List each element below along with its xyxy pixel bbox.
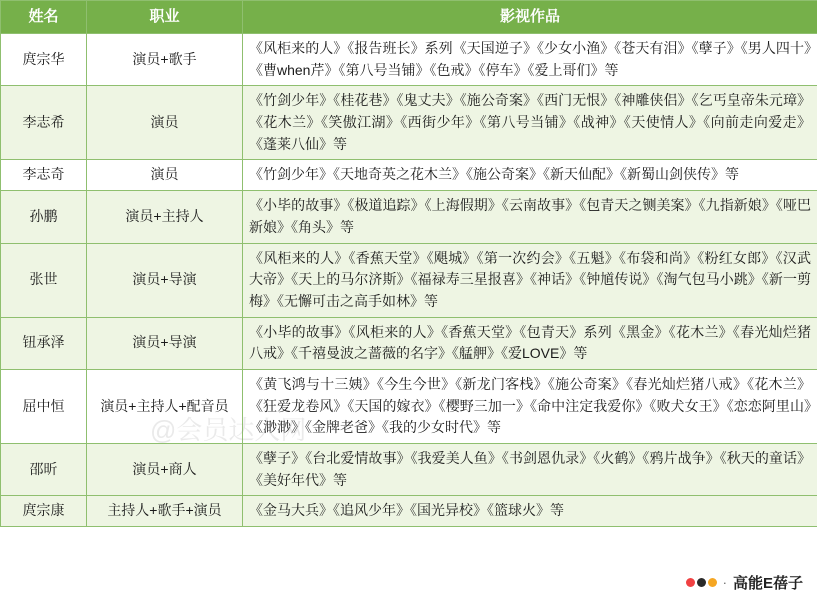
- table-row: [1, 496, 817, 527]
- toutiao-logo-icon: [686, 578, 717, 587]
- cell-name: 钮承泽: [1, 317, 87, 369]
- table-row: [1, 34, 817, 86]
- table-row: [1, 317, 817, 369]
- cell-job: 演员+主持人+配音员: [87, 369, 243, 443]
- table-row: [1, 86, 817, 160]
- cell-name: 邵昕: [1, 444, 87, 496]
- table-header: [1, 1, 817, 34]
- table-header-row: [1, 1, 817, 34]
- cell-job: 演员+导演: [87, 317, 243, 369]
- cell-works: 《金马大兵》《追风少年》《国光异校》《篮球火》等: [243, 496, 817, 527]
- brand-name: 高能E蓓子: [732, 575, 803, 592]
- cell-job: 演员+商人: [87, 444, 243, 496]
- table-row: [1, 369, 817, 443]
- table-row: [1, 160, 817, 191]
- cell-name: 孙鹏: [1, 191, 87, 243]
- cell-works: 《黄飞鸿与十三姨》《今生今世》《新龙门客栈》《施公奇案》《春光灿烂猪八戒》《花木兰》《狂爱龙卷风》《天国的嫁衣》《樱野三加一》《命中注定我爱你》《败犬女王》《恋恋阿里山》《渺渺》《金牌老爸》《我的少女时代》等: [243, 369, 817, 443]
- cell-job: 演员+主持人: [87, 191, 243, 243]
- table-row: [1, 444, 817, 496]
- cell-job: 演员: [87, 160, 243, 191]
- watermark-text: @会员达人网: [150, 415, 307, 445]
- table-body: [1, 34, 817, 527]
- cell-job: 主持人+歌手+演员: [87, 496, 243, 527]
- cell-works: 《竹剑少年》《天地奇英之花木兰》《施公奇案》《新天仙配》《新蜀山剑侠传》等: [243, 160, 817, 191]
- table-row: [1, 243, 817, 317]
- column-header-name: 姓名: [1, 1, 87, 34]
- brand-separator: ·: [722, 575, 727, 590]
- cell-job: 演员: [87, 86, 243, 160]
- table-row: [1, 191, 817, 243]
- cell-name: 庹宗康: [1, 496, 87, 527]
- cell-works: 《小毕的故事》《极道追踪》《上海假期》《云南故事》《包青天之铡美案》《九指新娘》《哑巴新娘》《角头》等: [243, 191, 817, 243]
- cell-works: 《竹剑少年》《桂花巷》《鬼丈夫》《施公奇案》《西门无恨》《神雕侠侣》《乞丐皇帝朱元璋》《花木兰》《笑傲江湖》《西街少年》《第八号当铺》《战神》《天使情人》《向前走向爱走》《蓬莱八仙》等: [243, 86, 817, 160]
- cell-job: 演员+歌手: [87, 34, 243, 86]
- cell-works: 《风柜来的人》《香蕉天堂》《飓城》《第一次约会》《五魁》《布袋和尚》《粉红女郎》《汉武大帝》《天上的马尔济斯》《福禄寿三星报喜》《神话》《钟馗传说》《淘气包马小跳》《新一剪梅》《无懈可击之高手如林》等: [243, 243, 817, 317]
- cell-name: 李志希: [1, 86, 87, 160]
- column-header-job: 职业: [87, 1, 243, 34]
- cell-works: 《风柜来的人》《报告班长》系列《天国逆子》《少女小渔》《苍天有泪》《孽子》《男人四十》《曹when芹》《第八号当铺》《色戒》《停车》《爱上哥们》等: [243, 34, 817, 86]
- brand-badge: [680, 570, 809, 595]
- cell-job: 演员+导演: [87, 243, 243, 317]
- cell-name: 庹宗华: [1, 34, 87, 86]
- column-header-works: 影视作品: [243, 1, 817, 34]
- cell-name: 李志奇: [1, 160, 87, 191]
- cell-works: 《小毕的故事》《风柜来的人》《香蕉天堂》《包青天》系列《黑金》《花木兰》《春光灿烂猪八戒》《千禧曼波之蔷薇的名字》《艋舺》《爱LOVE》等: [243, 317, 817, 369]
- cell-name: 屈中恒: [1, 369, 87, 443]
- cell-name: 张世: [1, 243, 87, 317]
- cell-works: 《孽子》《台北爱情故事》《我爱美人鱼》《书剑恩仇录》《火鹤》《鸦片战争》《秋天的童话》《美好年代》等: [243, 444, 817, 496]
